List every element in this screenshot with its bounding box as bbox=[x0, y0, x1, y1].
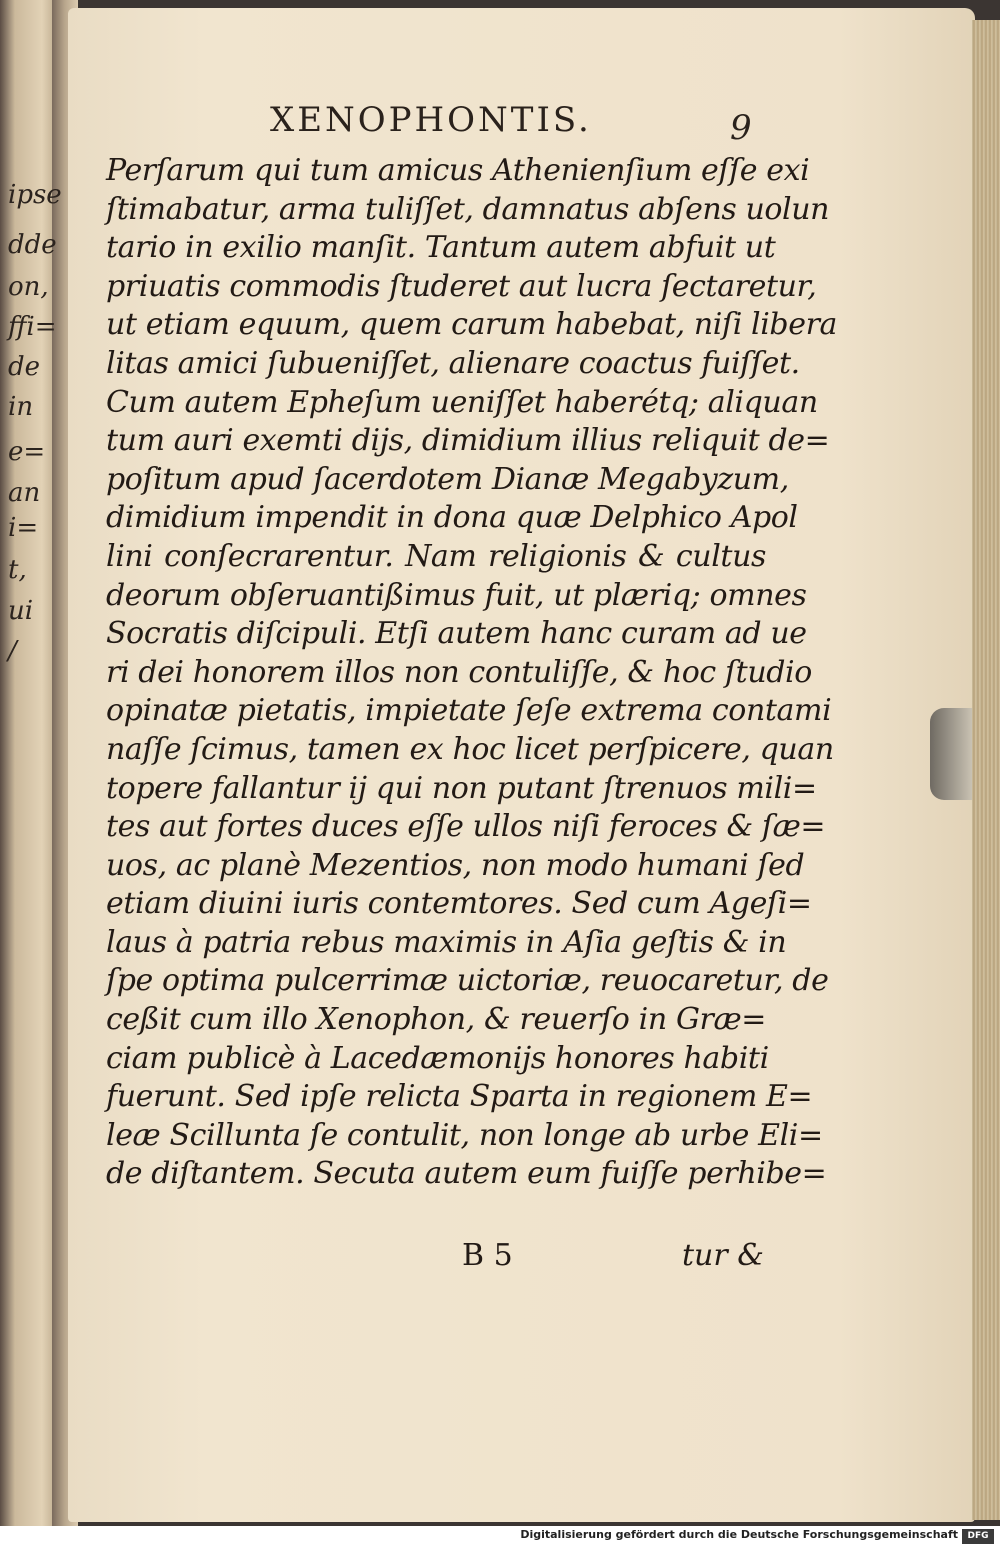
text-line: leæ Scillunta ſe contulit, non longe ab urbe Eli= bbox=[106, 1117, 823, 1153]
left-page-fragment: ui bbox=[8, 596, 34, 626]
text-line: tum auri exemti dijs, dimidium illius reliquit de= bbox=[106, 423, 830, 459]
text-line: tario in exilio manſit. Tantum autem abfuit ut bbox=[106, 230, 776, 266]
left-page-fragment: / bbox=[8, 636, 17, 666]
text-line: naſſe ſcimus, tamen ex hoc licet perſpicere, quan bbox=[106, 731, 834, 767]
text-line: ceßit cum illo Xenophon, & reuerſo in Græ= bbox=[106, 1002, 766, 1038]
left-page-fragment: de bbox=[8, 352, 41, 382]
running-head: XENOPHONTIS. bbox=[270, 100, 592, 140]
dfg-logo: DFG bbox=[962, 1529, 994, 1544]
left-page-fragment: e= bbox=[8, 437, 46, 467]
left-page-fragment: dde bbox=[8, 230, 57, 260]
text-line: ſtimabatur, arma tuliſſet, damnatus abſens uolun bbox=[106, 191, 830, 227]
footer-credit: Digitalisierung gefördert durch die Deutsche Forschungsgemeinschaft bbox=[520, 1528, 958, 1541]
text-line: laus à patria rebus maximis in Aſia geſtis & in bbox=[106, 924, 787, 960]
left-page-edge bbox=[0, 0, 60, 1526]
text-line: ciam publicè à Lacedæmonijs honores habiti bbox=[106, 1040, 769, 1076]
text-line: tes aut fortes duces eſſe ullos niſi feroces & ſæ= bbox=[106, 809, 826, 845]
text-line: priuatis commodis ſtuderet aut lucra ſectaretur, bbox=[106, 268, 817, 304]
page-tab-marker bbox=[930, 708, 972, 800]
page-number: 9 bbox=[730, 108, 752, 148]
signature-mark: B 5 bbox=[462, 1238, 513, 1273]
text-line: fuerunt. Sed ipſe relicta Sparta in regionem E= bbox=[106, 1079, 813, 1115]
left-page-fragment: an bbox=[8, 478, 41, 508]
left-page-fragment: ffi= bbox=[8, 312, 57, 342]
text-line: ut etiam equum, quem carum habebat, niſi libera bbox=[106, 307, 838, 343]
text-line: poſitum apud ſacerdotem Dianæ Megabyzum, bbox=[106, 461, 789, 497]
footer-bar bbox=[0, 1526, 1000, 1547]
text-line: Perſarum qui tum amicus Athenienſium eſſe exi bbox=[106, 153, 810, 188]
text-line: Socratis diſcipuli. Etſi autem hanc curam ad ue bbox=[106, 616, 807, 652]
body-text bbox=[106, 152, 838, 1194]
text-line: ſpe optima pulcerrimæ uictoriæ, reuocaretur, de bbox=[106, 963, 829, 999]
catchword: tur & bbox=[682, 1238, 764, 1273]
text-line: ri dei honorem illos non contuliſſe, & hoc ſtudio bbox=[106, 654, 812, 690]
text-line: Cum autem Epheſum ueniſſet haberétq; aliquan bbox=[106, 384, 818, 420]
left-page-fragment: on, bbox=[8, 272, 49, 302]
page-block-edge bbox=[972, 20, 1000, 1520]
text-line: uos, ac planè Mezentios, non modo humani ſed bbox=[106, 847, 805, 883]
left-page-fragment: t, bbox=[8, 555, 27, 585]
text-line: lini conſecrarentur. Nam religionis & cultus bbox=[106, 538, 766, 574]
left-page-fragment: in bbox=[8, 392, 34, 422]
left-page-fragment: ipse bbox=[8, 180, 62, 210]
text-line: litas amici ſubueniſſet, alienare coactus fuiſſet. bbox=[106, 345, 800, 381]
text-line: de diſtantem. Secuta autem eum fuiſſe perhibe= bbox=[106, 1156, 827, 1192]
text-line: opinatæ pietatis, impietate ſeſe extrema contami bbox=[106, 693, 832, 729]
text-line: deorum obſeruantißimus fuit, ut plæriq; omnes bbox=[106, 577, 807, 613]
left-page-fragment: i= bbox=[8, 513, 39, 543]
text-line: topere fallantur ij qui non putant ſtrenuos mili= bbox=[106, 770, 817, 806]
text-line: etiam diuini iuris contemtores. Sed cum Ageſi= bbox=[106, 886, 812, 922]
text-line: dimidium impendit in dona quæ Delphico Apol bbox=[106, 500, 798, 536]
